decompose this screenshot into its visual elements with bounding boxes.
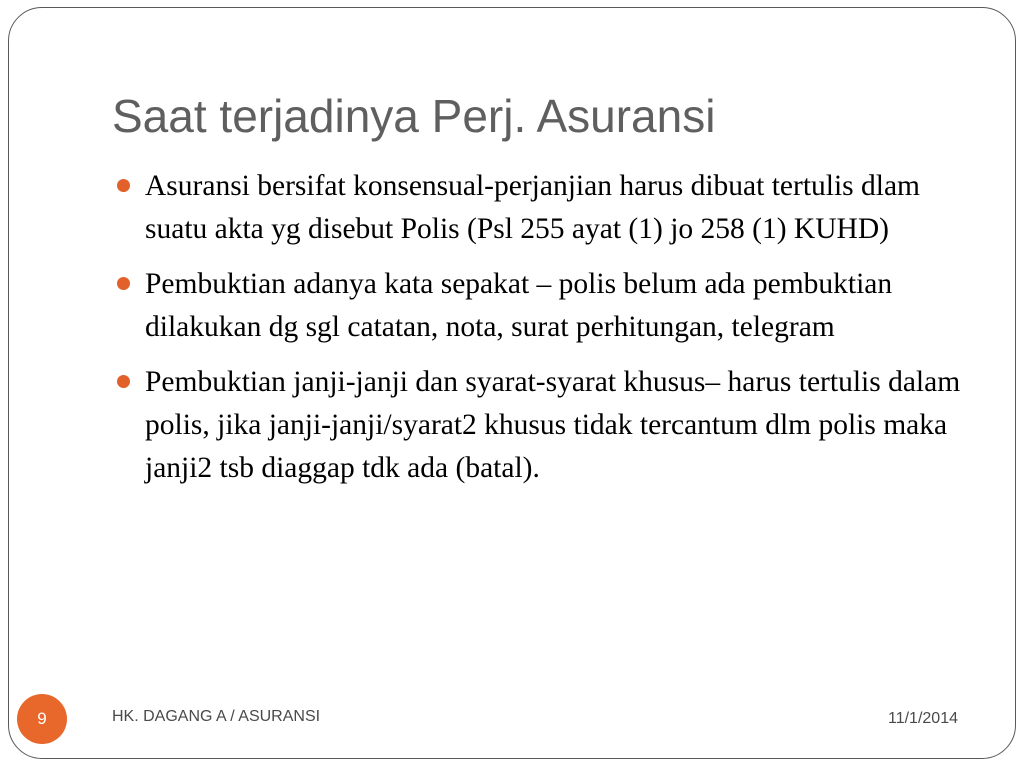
footer-date: 11/1/2014 <box>888 710 958 727</box>
bullet-list <box>115 165 965 502</box>
bullet-dot-icon <box>117 179 130 192</box>
bullet-item <box>115 263 965 349</box>
bullet-item <box>115 361 965 490</box>
bullet-dot-icon <box>117 277 130 290</box>
bullet-dot-icon <box>117 375 130 388</box>
bullet-item <box>115 165 965 251</box>
slide-title: Saat terjadinya Perj. Asuransi <box>112 90 716 142</box>
footer-text: HK. DAGANG A / ASURANSI <box>112 708 321 725</box>
bullet-text: Pembuktian janji-janji dan syarat-syarat khusus– harus tertulis dalam polis, jika janji-janji/syarat2 khusus tidak tercantum dlm polis maka janji2 tsb diaggap tdk ada (batal). <box>145 366 961 484</box>
bullet-text: Asuransi bersifat konsensual-perjanjian harus dibuat tertulis dlam suatu akta yg disebut Polis (Psl 255 ayat (1) jo 258 (1) KUHD) <box>145 170 920 245</box>
page-number-badge: 9 <box>17 694 67 744</box>
bullet-text: Pembuktian adanya kata sepakat – polis belum ada pembuktian dilakukan dg sgl catatan, nota, surat perhitungan, telegram <box>145 268 893 343</box>
